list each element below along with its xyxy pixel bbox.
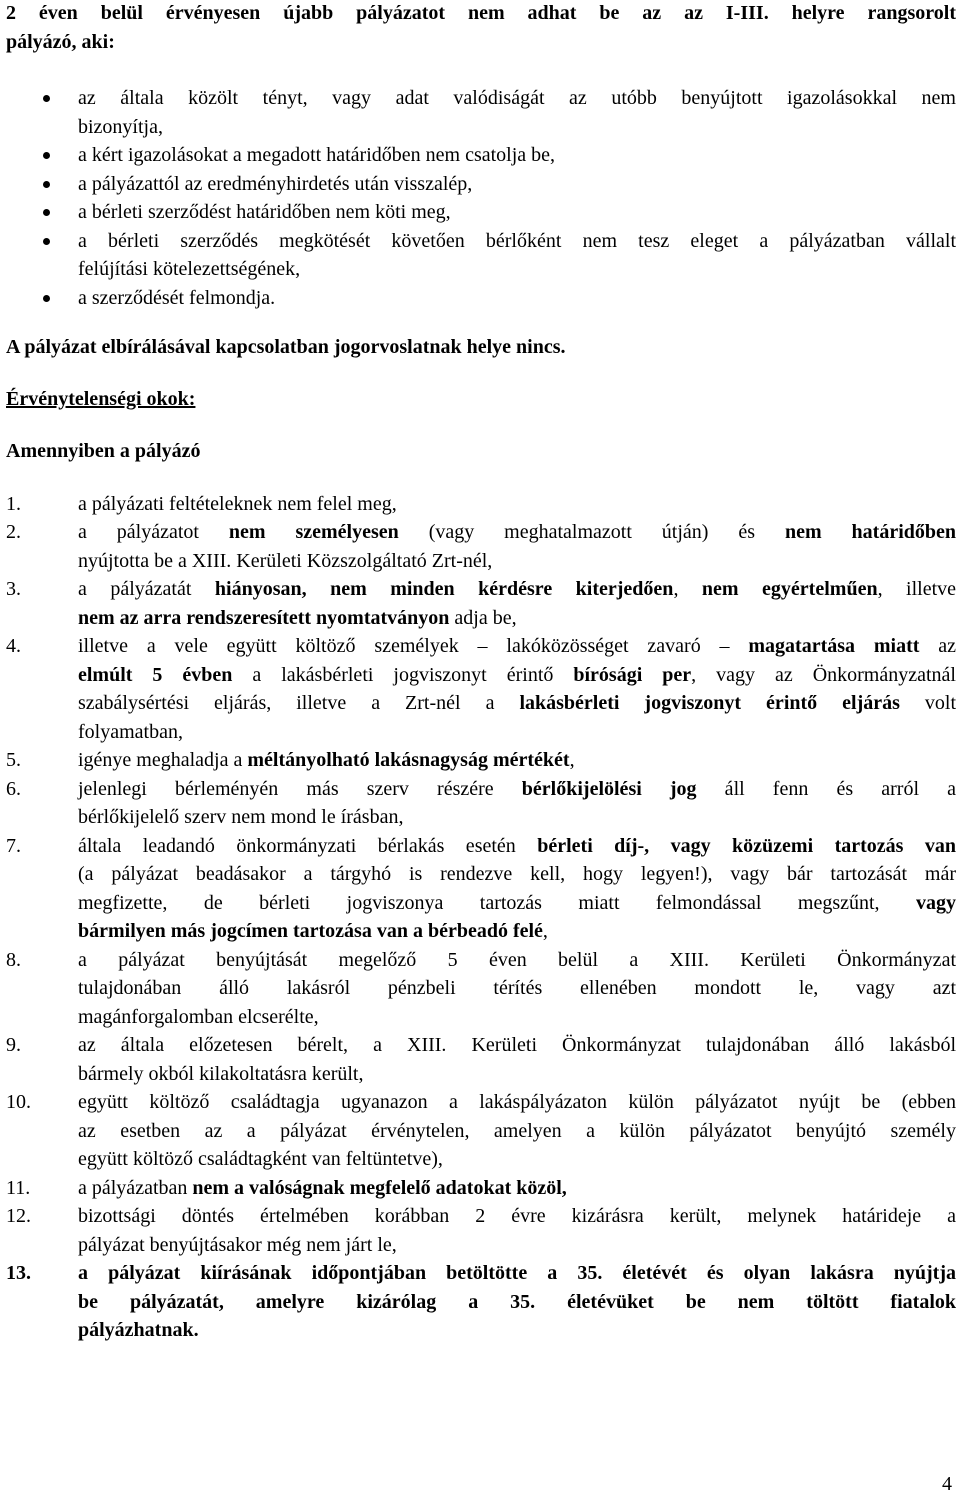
reason-number: 10. xyxy=(6,1091,31,1113)
intro-paragraph xyxy=(6,0,956,56)
reason-number: 12. xyxy=(6,1205,31,1227)
bullet-dot-icon xyxy=(43,95,50,102)
reason-item xyxy=(6,1259,956,1345)
bullet-dot-icon xyxy=(43,238,50,245)
text: a pályázati feltételeknek nem felel meg, xyxy=(78,492,397,515)
bullet-line: a bérleti szerződést határidőben nem köti meg, xyxy=(78,201,451,223)
bold-text: be pályázatát, amelyre kizárólag a 35. életévüket be nem töltött fiatalok xyxy=(78,1290,956,1313)
text: áll fenn és arról a xyxy=(696,777,956,800)
reason-item xyxy=(6,1031,956,1088)
reason-line xyxy=(78,1316,956,1345)
bold-text: bírósági per xyxy=(573,663,692,686)
reason-number: 4. xyxy=(6,635,21,657)
text: megfizette, de bérleti jogviszonya tartozás miatt felmondással megszűnt, xyxy=(78,891,916,914)
text: tulajdonában álló lakásról pénzbeli térítés ellenében mondott le, vagy azt xyxy=(78,977,956,999)
reason-number: 2. xyxy=(6,521,21,543)
bullet-item xyxy=(6,227,956,284)
text: igénye meghaladja a xyxy=(78,749,248,771)
bold-text: bármilyen más jogcímen tartozása van a bérbeadó felé xyxy=(78,920,543,942)
text: volt xyxy=(899,692,957,714)
text: pályázat benyújtásakor még nem járt le, xyxy=(78,1233,397,1256)
bold-text: nem személyesen xyxy=(228,521,399,543)
bullet-item xyxy=(6,170,956,199)
reason-number: 6. xyxy=(6,777,21,800)
bullet-dot-icon xyxy=(43,209,50,216)
bullet-line: a bérleti szerződés megkötését követően bérlőként nem tesz eleget a pályázatban vállalt xyxy=(78,229,956,252)
bullet-dot-icon xyxy=(43,295,50,302)
bullet-line: a pályázattól az eredményhirdetés után visszalép, xyxy=(78,172,473,195)
reason-item xyxy=(6,775,956,832)
text: bérlőkijelelő szerv nem mond le írásban, xyxy=(78,806,404,828)
reason-line xyxy=(78,917,956,946)
bullet-dot-icon xyxy=(43,152,50,159)
bold-text: vagy xyxy=(916,891,956,914)
reason-item xyxy=(6,946,956,1032)
reason-number: 5. xyxy=(6,749,21,771)
text: az xyxy=(919,635,956,657)
intro-line-2: pályázó, aki: xyxy=(6,30,115,53)
reason-number: 1. xyxy=(6,492,21,515)
bold-text: méltányolható lakásnagyság mértékét xyxy=(247,749,570,771)
text: illetve a vele együtt költöző személyek – lakóközösséget zavaró – xyxy=(78,635,749,657)
text: , xyxy=(569,749,575,771)
no-remedy-statement: A pályázat elbírálásával kapcsolatban jogorvoslatnak helye nincs. xyxy=(6,336,566,358)
reason-item xyxy=(6,746,956,775)
text: a lakásbérleti jogviszonyt érintő xyxy=(232,663,574,686)
reason-line xyxy=(78,718,956,747)
reason-line xyxy=(78,889,956,918)
bold-text: magatartása miatt xyxy=(748,635,920,657)
invalid-reasons-heading: Érvénytelenségi okok: xyxy=(6,387,196,410)
text: a pályázat benyújtását megelőző 5 éven belül a XIII. Kerületi Önkormányzat xyxy=(78,948,956,971)
reason-number: 9. xyxy=(6,1034,21,1056)
reason-line xyxy=(78,1231,956,1260)
text: (vagy meghatalmazott útján) és xyxy=(398,521,785,543)
reason-line xyxy=(78,1202,956,1231)
reason-line xyxy=(78,1174,956,1203)
reason-line xyxy=(78,661,956,690)
text: a pályázatban xyxy=(78,1176,193,1199)
text: bármely okból kilakoltatásra került, xyxy=(78,1062,364,1085)
reason-line xyxy=(78,746,956,775)
reason-number: 7. xyxy=(6,834,21,857)
bullet-item xyxy=(6,284,956,313)
text: az esetben az a pályázat érvénytelen, amelyen a külön pályázatot benyújtó személy xyxy=(78,1119,956,1142)
reason-item xyxy=(6,1088,956,1174)
reason-item xyxy=(6,518,956,575)
reason-item xyxy=(6,832,956,946)
text: , illetve xyxy=(877,578,957,600)
reason-line xyxy=(78,575,956,604)
document-page xyxy=(6,0,956,1345)
text: együtt költöző családtagként van feltüntetve), xyxy=(78,1148,443,1170)
reason-line xyxy=(78,689,956,718)
intro-line-1: 2 éven belül érvényesen újabb pályázatot nem adhat be az az I-III. helyre rangsorolt xyxy=(6,2,956,24)
reason-line xyxy=(78,518,956,547)
reason-line xyxy=(78,1003,956,1032)
bold-text: nem a valóságnak megfelelő adatokat közöl, xyxy=(192,1176,567,1199)
reason-line xyxy=(78,1288,956,1317)
reason-line xyxy=(78,860,956,889)
reason-item xyxy=(6,632,956,746)
bullet-line: a szerződését felmondja. xyxy=(78,286,276,309)
text: adja be, xyxy=(449,606,517,629)
reason-line xyxy=(78,604,956,633)
bullet-dot-icon xyxy=(43,181,50,188)
text: általa leadandó önkormányzati bérlakás esetén xyxy=(78,834,538,857)
text: , vagy az Önkormányzatnál xyxy=(691,663,956,686)
text: , xyxy=(542,920,548,942)
text: a pályázatát xyxy=(78,578,215,600)
invalid-reasons-list xyxy=(6,490,956,1345)
text: nyújtotta be a XIII. Kerületi Közszolgáltató Zrt-nél, xyxy=(78,549,493,572)
bold-text: nem az arra rendszeresített nyomtatványon xyxy=(78,606,450,629)
bold-text: hiányosan, nem minden kérdésre kiterjedően xyxy=(214,578,674,600)
reason-line xyxy=(78,974,956,1003)
page-number: 4 xyxy=(942,1473,952,1495)
bullet-line: bizonyítja, xyxy=(78,115,163,138)
bullet-line: felújítási kötelezettségének, xyxy=(78,258,301,280)
bold-text: elmúlt 5 évben xyxy=(78,663,233,686)
text: (a pályázat beadásakor a tárgyhó is rendezve kell, hogy legyen!), vagy bár tartozását már xyxy=(78,863,956,885)
reason-line xyxy=(78,946,956,975)
text: jelenlegi bérleményén más szerv részére xyxy=(78,777,522,800)
reason-item xyxy=(6,490,956,519)
text: az általa előzetesen bérelt, a XIII. Kerületi Önkormányzat tulajdonában álló lakásból xyxy=(78,1034,956,1056)
reason-item xyxy=(6,1202,956,1259)
reason-number: 13. xyxy=(6,1262,31,1284)
bold-text: pályázhatnak. xyxy=(78,1319,199,1341)
reason-number: 8. xyxy=(6,948,21,971)
reason-line xyxy=(78,632,956,661)
reason-line xyxy=(78,1060,956,1089)
bullet-line: az általa közölt tényt, vagy adat valódiságát az utóbb benyújtott igazolásokkal nem xyxy=(78,87,956,109)
reason-line xyxy=(78,1088,956,1117)
bold-text: a pályázat kiírásának időpontjában betöltötte a 35. életévét és olyan lakásra nyújtja xyxy=(78,1262,956,1284)
reason-line xyxy=(78,547,956,576)
reason-line xyxy=(78,775,956,804)
reason-number: 3. xyxy=(6,578,21,600)
bullet-item xyxy=(6,141,956,170)
text: , xyxy=(673,578,702,600)
reason-line xyxy=(78,1259,956,1288)
text: a pályázatot xyxy=(78,521,229,543)
bullet-list xyxy=(6,84,956,312)
reason-line xyxy=(78,803,956,832)
text: magánforgalomban elcserélte, xyxy=(78,1005,319,1028)
reason-line xyxy=(78,1145,956,1174)
bullet-line: a kért igazolásokat a megadott határidőben nem csatolja be, xyxy=(78,144,556,166)
reason-line xyxy=(78,490,956,519)
if-applicant-heading: Amennyiben a pályázó xyxy=(6,440,201,462)
reason-number: 11. xyxy=(6,1176,31,1199)
bold-text: nem határidőben xyxy=(784,521,957,543)
text: bizottsági döntés értelmében korábban 2 évre kizárásra került, melynek határideje a xyxy=(78,1205,956,1227)
reason-item xyxy=(6,1174,956,1203)
reason-line xyxy=(78,1031,956,1060)
reason-line xyxy=(78,832,956,861)
bold-text: bérlőkijelölési jog xyxy=(521,777,697,800)
text: együtt költöző családtagja ugyanazon a lakáspályázaton külön pályázatot nyújt be (ebben xyxy=(78,1091,956,1113)
bold-text: nem egyértelműen xyxy=(701,578,878,600)
bold-text: lakásbérleti jogviszonyt érintő eljárás xyxy=(519,692,900,714)
reason-line xyxy=(78,1117,956,1146)
reason-item xyxy=(6,575,956,632)
text: folyamatban, xyxy=(78,720,183,743)
bullet-item xyxy=(6,84,956,141)
bullet-item xyxy=(6,198,956,227)
bold-text: bérleti díj-, vagy közüzemi tartozás van xyxy=(537,834,956,857)
text: szabálysértési eljárás, illetve a Zrt-nél a xyxy=(78,692,520,714)
